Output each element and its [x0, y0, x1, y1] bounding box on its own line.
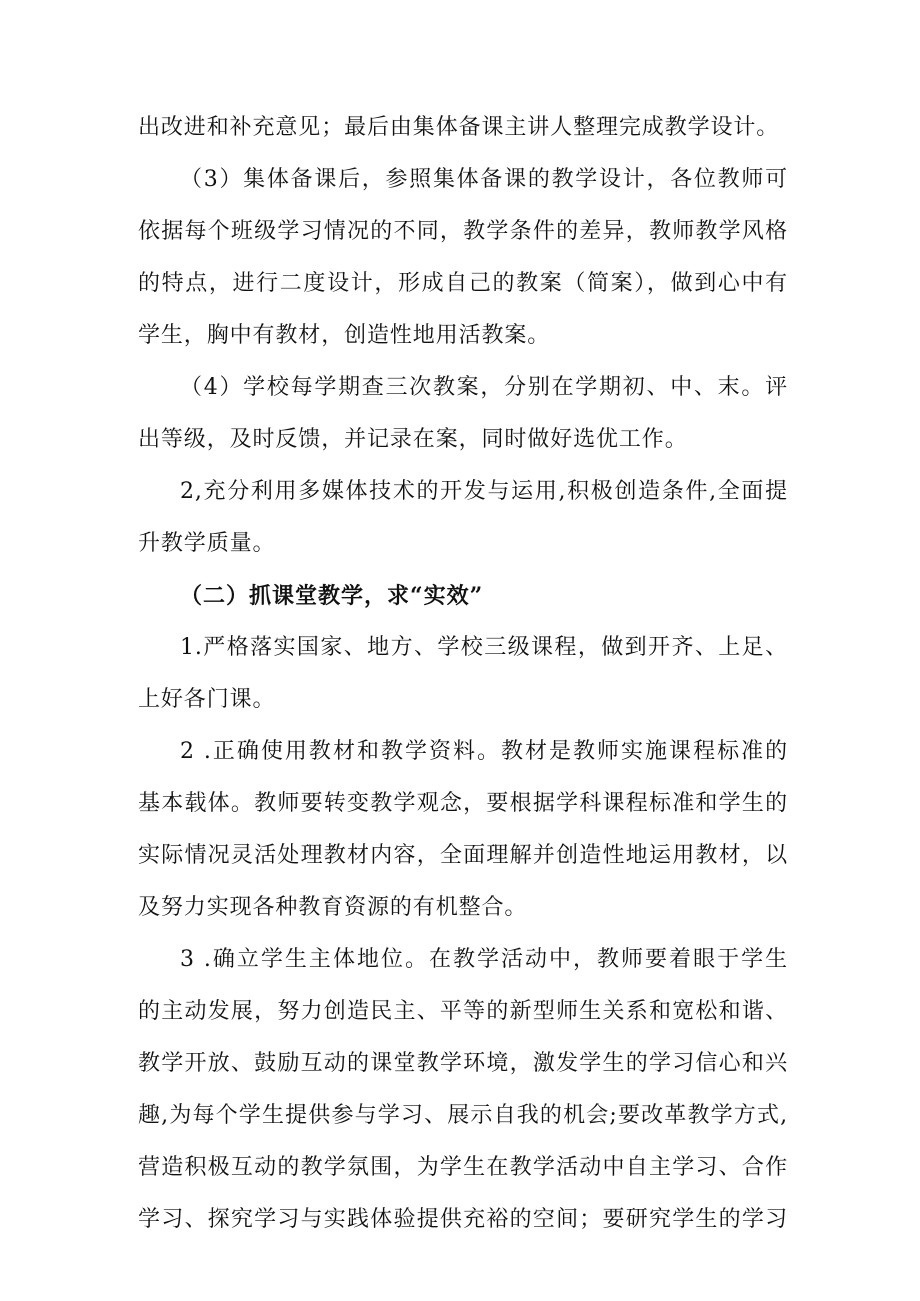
- student-paragraph-line: 3 .确立学生主体地位。在教学活动中，教师要着眼于学生: [180, 947, 788, 972]
- paragraph-3-line: 依据每个班级学习情况的不同，教学条件的差异，教师教学风格: [138, 219, 788, 244]
- student-paragraph-line: 的主动发展，努力创造民主、平等的新型师生关系和宽松和谐、: [138, 999, 788, 1024]
- multimedia-paragraph-line: 升教学质量。: [138, 531, 276, 556]
- text-line: 出改进和补充意见；最后由集体备课主讲人整理完成教学设计。: [138, 115, 780, 140]
- section-heading: （二）抓课堂教学，求“实效”: [180, 583, 484, 609]
- materials-paragraph-line: 基本载体。教师要转变教学观念，要根据学科课程标准和学生的: [138, 791, 788, 816]
- student-paragraph-line: 趣,为每个学生提供参与学习、展示自我的机会;要改革教学方式,: [138, 1103, 788, 1128]
- paragraph-3-line: （3）集体备课后，参照集体备课的教学设计，各位教师可: [180, 167, 788, 192]
- student-paragraph-line: 营造积极互动的教学氛围，为学生在教学活动中自主学习、合作: [138, 1155, 788, 1180]
- paragraph-3-line: 的特点，进行二度设计，形成自己的教案（简案），做到心中有: [138, 271, 788, 296]
- paragraph-4-line: （4）学校每学期查三次教案，分别在学期初、中、末。评: [180, 375, 788, 400]
- course-paragraph-line: 1.严格落实国家、地方、学校三级课程，做到开齐、上足、: [180, 635, 788, 660]
- paragraph-3-line: 学生，胸中有教材，创造性地用活教案。: [138, 323, 551, 348]
- materials-paragraph-line: 及努力实现各种教育资源的有机整合。: [138, 895, 528, 920]
- materials-paragraph-line: 实际情况灵活处理教材内容，全面理解并创造性地运用教材，以: [138, 843, 788, 868]
- student-paragraph-line: 教学开放、鼓励互动的课堂教学环境，激发学生的学习信心和兴: [138, 1051, 788, 1076]
- materials-paragraph-line: 2 .正确使用教材和教学资料。教材是教师实施课程标准的: [180, 739, 788, 764]
- student-paragraph-line: 学习、探究学习与实践体验提供充裕的空间；要研究学生的学习: [138, 1207, 788, 1232]
- multimedia-paragraph-line: 2,充分利用多媒体技术的开发与运用,积极创造条件,全面提: [180, 479, 788, 504]
- course-paragraph-line: 上好各门课。: [138, 687, 276, 712]
- paragraph-4-line: 出等级，及时反馈，并记录在案，同时做好选优工作。: [138, 427, 688, 452]
